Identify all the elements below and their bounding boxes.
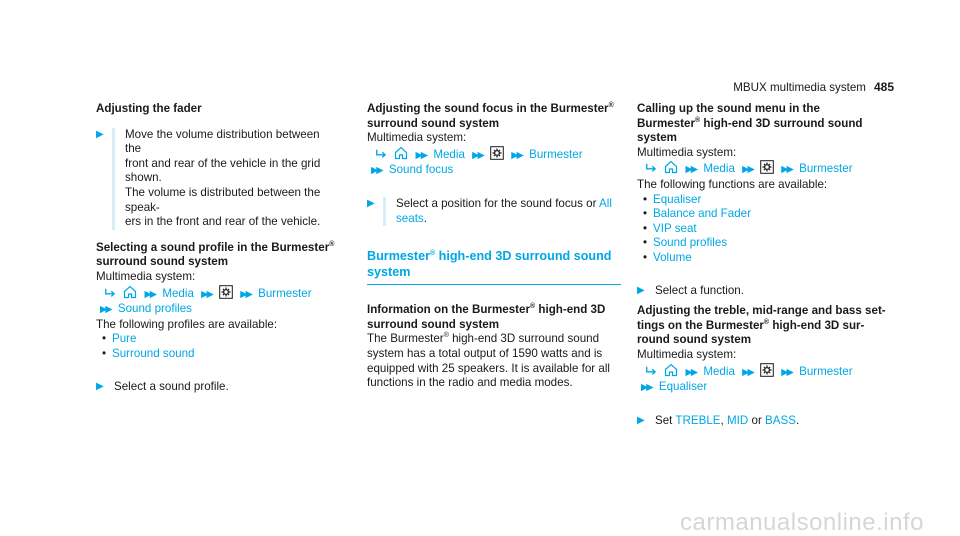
menu-path-sub: [367, 163, 621, 179]
step-set-levels: ▶ Set TREBLE, MID or BASS.: [637, 413, 800, 427]
header-title: MBUX multimedia system: [733, 81, 866, 94]
path-burmester[interactable]: Burmester: [799, 162, 853, 176]
settings-icon[interactable]: [760, 363, 774, 377]
list-item: • Equaliser: [642, 192, 702, 206]
menu-label: Multimedia system:: [96, 269, 196, 283]
step-move-volume: [96, 128, 336, 230]
path-equaliser[interactable]: Equaliser: [658, 380, 708, 394]
list-item: • Balance and Fader: [642, 207, 751, 221]
step-line: The volume is distributed between the speak-: [125, 185, 321, 214]
menu-path-sub: [637, 380, 895, 396]
path-burmester[interactable]: Burmester: [799, 364, 853, 378]
chevron-double-icon: ▶▶: [641, 382, 652, 394]
step-select-function: ▶ Select a function.: [637, 283, 744, 297]
return-arrow-icon: [104, 287, 116, 300]
column-3: [637, 102, 895, 428]
step-arrow-icon: ▶: [96, 380, 104, 392]
step-arrow-icon: ▶: [367, 197, 375, 209]
column-1: [96, 102, 336, 394]
heading-info-burmester: Information on the Burmester® high-end 3D surround sound system: [367, 303, 606, 331]
chevron-double-icon: ▶▶: [742, 164, 753, 176]
all-seats-link-a[interactable]: All: [599, 196, 612, 210]
treble-option[interactable]: TREBLE: [675, 413, 721, 427]
list-item: • VIP seat: [642, 221, 697, 235]
settings-icon[interactable]: [490, 146, 504, 160]
list-item: • Surround sound: [101, 346, 195, 360]
page-header: [733, 80, 894, 96]
menu-label: Multimedia system:: [637, 145, 737, 159]
chevron-double-icon: ▶▶: [742, 366, 753, 378]
home-icon[interactable]: [664, 160, 678, 174]
step-select-position: ▶ Select a position for the sound focus or All seats.: [367, 197, 621, 226]
step-select-profile: ▶ Select a sound profile.: [96, 379, 229, 393]
step-line: ers in the front and rear of the vehicle.: [125, 215, 321, 229]
menu-path: [637, 160, 895, 178]
section-heading: Burmester® high-end 3D surround sound system: [367, 248, 621, 285]
return-arrow-icon: [375, 148, 387, 161]
path-media[interactable]: Media: [162, 286, 194, 300]
heading-adjusting-treble: Adjusting the treble, mid-range and bass set- tings on the Burmester® high-end 3D sur- round sound system: [637, 304, 886, 347]
path-burmester[interactable]: Burmester: [258, 286, 312, 300]
step-arrow-icon: ▶: [637, 414, 645, 426]
chevron-double-icon: ▶▶: [781, 366, 792, 378]
return-arrow-icon: [645, 162, 657, 175]
mid-option[interactable]: MID: [727, 413, 749, 427]
column-2: [367, 102, 621, 391]
list-item: • Sound profiles: [642, 236, 728, 250]
chevron-double-icon: ▶▶: [100, 304, 111, 316]
home-icon[interactable]: [394, 146, 408, 160]
bass-option[interactable]: BASS: [765, 413, 796, 427]
chevron-double-icon: ▶▶: [240, 288, 251, 300]
menu-path-sub: [96, 302, 336, 318]
menu-path: [367, 146, 621, 164]
heading-adjusting-fader: Adjusting the fader: [96, 102, 202, 115]
settings-icon[interactable]: [760, 160, 774, 174]
page-number: 485: [873, 80, 894, 94]
home-icon[interactable]: [123, 285, 137, 299]
step-arrow-icon: ▶: [96, 128, 104, 140]
return-arrow-icon: [645, 365, 657, 378]
chevron-double-icon: ▶▶: [781, 164, 792, 176]
path-burmester[interactable]: Burmester: [529, 147, 583, 161]
home-icon[interactable]: [664, 363, 678, 377]
available-profiles-text: The following profiles are available:: [96, 317, 278, 331]
chevron-double-icon: ▶▶: [472, 149, 483, 161]
all-seats-link-b[interactable]: seats: [396, 211, 424, 225]
settings-icon[interactable]: [219, 285, 233, 299]
heading-sound-focus: Adjusting the sound focus in the Burmester® surround sound system: [367, 102, 614, 130]
chevron-double-icon: ▶▶: [685, 164, 697, 176]
list-item: • Pure: [101, 332, 137, 346]
chevron-double-icon: ▶▶: [685, 366, 697, 378]
chevron-double-icon: ▶▶: [201, 288, 212, 300]
chevron-double-icon: ▶▶: [511, 149, 522, 161]
menu-path: [637, 363, 895, 381]
chevron-double-icon: ▶▶: [371, 165, 382, 177]
menu-label: Multimedia system:: [367, 131, 467, 145]
menu-label: Multimedia system:: [637, 347, 737, 361]
step-line: front and rear of the vehicle in the grid: [125, 156, 321, 170]
info-paragraph: The Burmester® high-end 3D surround sound system has a total output of 1590 watts and is equipped with 25 speakers. It is available for all functions in the radio and media modes.: [367, 332, 610, 390]
path-media[interactable]: Media: [433, 147, 465, 161]
path-media[interactable]: Media: [703, 364, 735, 378]
chevron-double-icon: ▶▶: [415, 149, 427, 161]
step-line: Move the volume distribution between the: [125, 127, 320, 156]
step-line: shown.: [125, 171, 162, 185]
path-sound-focus[interactable]: Sound focus: [388, 163, 454, 177]
list-item: • Volume: [642, 250, 692, 264]
heading-calling-sound-menu: Calling up the sound menu in the Burmester® high-end 3D surround sound system: [637, 102, 863, 145]
step-arrow-icon: ▶: [637, 284, 645, 296]
chevron-double-icon: ▶▶: [144, 288, 156, 300]
path-sound-profiles[interactable]: Sound profiles: [117, 302, 192, 316]
watermark: carmanualsonline.info: [680, 509, 924, 536]
menu-path: [96, 285, 336, 303]
available-functions-text: The following functions are available:: [637, 177, 828, 191]
heading-select-sound-profile: Selecting a sound profile in the Burmester® surround sound system: [96, 240, 335, 269]
path-media[interactable]: Media: [703, 162, 735, 176]
